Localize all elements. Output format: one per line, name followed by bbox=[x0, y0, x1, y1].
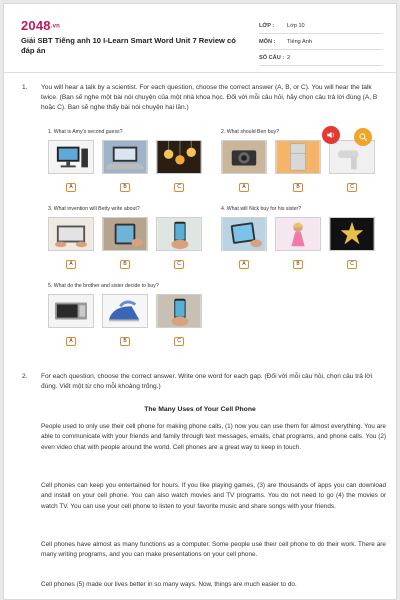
essay-paragraph-2: Cell phones can keep you entertained for hours. If you like playing games, (3) are thousands of apps you can download and install on your cell phone. You can also watch movies and TV programs. You do not need to go (4) the movies or watch TV. You can use your cell phone to listen to your favorite music and share songs with your friends. bbox=[41, 482, 386, 510]
search-icon bbox=[358, 132, 368, 142]
question-2-number: 2. bbox=[22, 373, 28, 380]
option-a[interactable]: A bbox=[239, 183, 249, 192]
option-b[interactable]: B bbox=[120, 260, 130, 269]
option-b[interactable]: B bbox=[293, 183, 303, 192]
option-a[interactable]: A bbox=[239, 260, 249, 269]
document-title: Giải SBT Tiếng anh 10 I-Learn Smart Word Unit 7 Review có đáp án bbox=[21, 36, 236, 55]
option-c[interactable]: C bbox=[174, 337, 184, 346]
sub-question-3: 3. What invention will Betty write about? bbox=[48, 206, 140, 212]
essay-title: The Many Uses of Your Cell Phone bbox=[144, 406, 256, 413]
speaker-icon bbox=[326, 130, 336, 140]
essay-paragraph-4: Cell phones (5) made our lives better in so many ways. Now, things are much easier to do. bbox=[41, 581, 297, 588]
option-image-phone-hand[interactable] bbox=[156, 217, 202, 251]
sub-question-5: 5. What do the brother and sister decide to buy? bbox=[48, 283, 159, 289]
option-c[interactable]: C bbox=[174, 183, 184, 192]
option-image-girl[interactable] bbox=[275, 217, 321, 251]
essay-paragraph-3: Cell phones have almost as many functions as a computer. Some people use their cell phone to do their work. There are many writing programs, and you can make presentations on your cell phone. bbox=[41, 541, 386, 559]
meta-row-subject: MÔN : Tiếng Anh bbox=[259, 34, 383, 50]
option-image-iron[interactable] bbox=[102, 294, 148, 328]
option-c[interactable]: C bbox=[174, 260, 184, 269]
option-a[interactable]: A bbox=[66, 183, 76, 192]
search-button[interactable] bbox=[354, 128, 372, 146]
option-image-phone-hand-2[interactable] bbox=[156, 294, 202, 328]
option-image-star-trophy[interactable] bbox=[329, 217, 375, 251]
essay-paragraph-1: People used to only use their cell phone for making phone calls, (1) now you can use them for almost everything. You are able to communicate with your friends and family through text messages, emails, chat programs, and phone calls. You (2) even video chat with people around the world. Cell phones are a great way to keep in touch. bbox=[41, 423, 386, 451]
option-image-fridge[interactable] bbox=[275, 140, 321, 174]
question-1-text: You will hear a talk by a scientist. For each question, choose the correct answer (A, B, or C). You will hear the talk twice. (Bạn sẽ nghe một bài nói chuyện của một nhà khoa học. Đối với mỗi câu hỏi, hãy chọn câu trả lời đúng (A, B hoặc C). Bạn sẽ nghe thấy bài nói chuyện hai lần.) bbox=[41, 84, 378, 111]
question-1-number: 1. bbox=[22, 84, 28, 91]
option-a[interactable]: A bbox=[66, 260, 76, 269]
question-2-text: For each question, choose the correct answer. Write one word for each gap. (Đối với mỗi câu hỏi, chọn câu trả lời đúng. Viết một từ cho mỗi khoảng trống.) bbox=[41, 373, 373, 390]
audio-button[interactable] bbox=[322, 126, 340, 144]
option-image-tablet-hand[interactable] bbox=[221, 217, 267, 251]
option-a[interactable]: A bbox=[66, 337, 76, 346]
meta-row-count: SỐ CÂU : 2 bbox=[259, 50, 383, 66]
document-header bbox=[4, 4, 396, 72]
option-image-lightbulbs[interactable] bbox=[156, 140, 202, 174]
option-c[interactable]: C bbox=[347, 260, 357, 269]
option-image-hairdryer[interactable] bbox=[329, 140, 375, 174]
option-b[interactable]: B bbox=[293, 260, 303, 269]
option-b[interactable]: B bbox=[120, 183, 130, 192]
sub-question-2: 2. What should Ben buy? bbox=[221, 129, 279, 135]
option-image-tablet[interactable] bbox=[102, 217, 148, 251]
meta-row-grade: LỚP : Lớp 10 bbox=[259, 18, 383, 34]
sub-question-1: 1. What is Amy's second guess? bbox=[48, 129, 123, 135]
option-image-laptop-hands[interactable] bbox=[48, 217, 94, 251]
option-image-laptop[interactable] bbox=[102, 140, 148, 174]
option-image-camera[interactable] bbox=[221, 140, 267, 174]
site-logo[interactable]: 2048.vn bbox=[21, 18, 61, 33]
document-page bbox=[3, 3, 397, 600]
sub-question-4: 4. What will Nick buy for his sister? bbox=[221, 206, 302, 212]
option-image-computer[interactable] bbox=[48, 140, 94, 174]
option-c[interactable]: C bbox=[347, 183, 357, 192]
option-image-microwave[interactable] bbox=[48, 294, 94, 328]
option-b[interactable]: B bbox=[120, 337, 130, 346]
header-divider bbox=[4, 72, 396, 73]
document-meta bbox=[259, 18, 383, 66]
